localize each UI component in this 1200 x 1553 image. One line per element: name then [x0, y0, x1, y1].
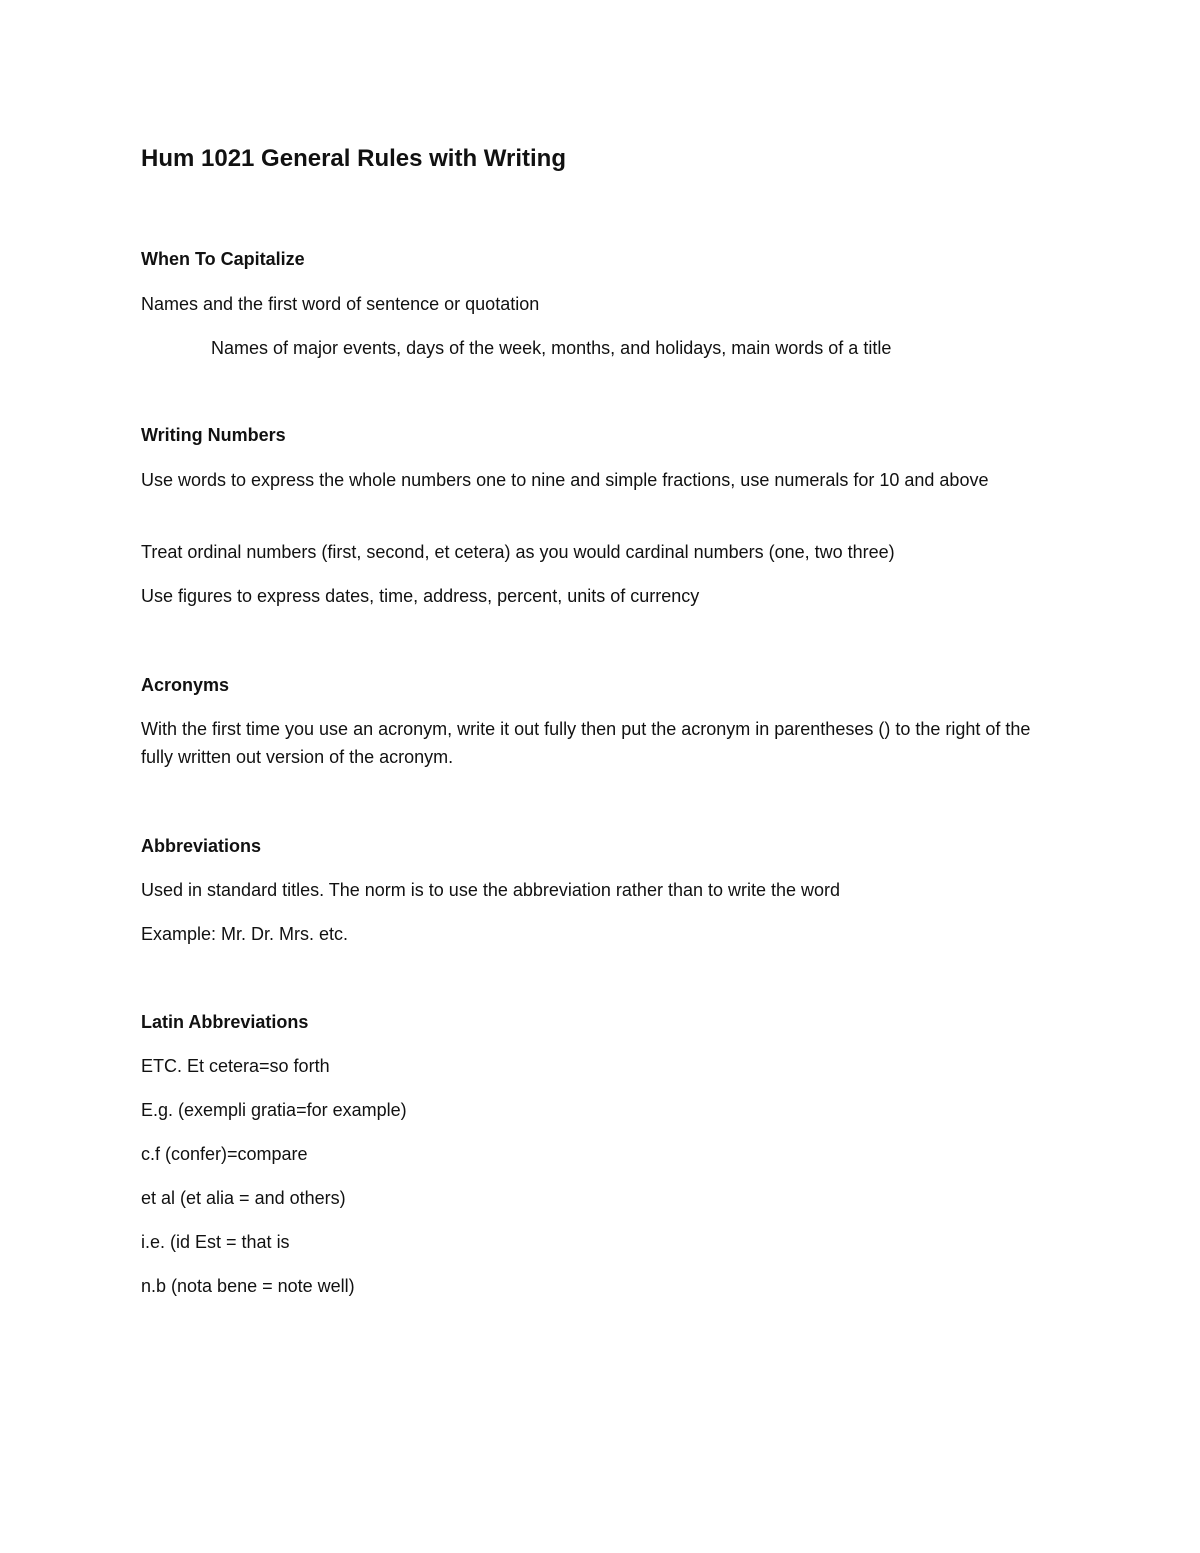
- acronyms-line-1: With the first time you use an acronym, write it out fully then put the acronym in parentheses () to the right of the fully written out version of the acronym.: [141, 719, 1031, 767]
- latin-line-ie: i.e. (id Est = that is: [141, 1232, 290, 1252]
- heading-latin-abbreviations: Latin Abbreviations: [141, 1012, 309, 1032]
- latin-line-et-al: et al (et alia = and others): [141, 1188, 346, 1208]
- capitalize-line-1: Names and the first word of sentence or quotation: [141, 294, 540, 314]
- abbreviations-line-2: Example: Mr. Dr. Mrs. etc.: [141, 924, 349, 944]
- latin-line-nb: n.b (nota bene = note well): [141, 1276, 355, 1296]
- heading-when-to-capitalize: When To Capitalize: [141, 249, 305, 269]
- heading-abbreviations: Abbreviations: [141, 836, 262, 856]
- latin-line-eg: E.g. (exempli gratia=for example): [141, 1100, 407, 1120]
- latin-line-etc: ETC. Et cetera=so forth: [141, 1056, 330, 1076]
- heading-acronyms: Acronyms: [141, 675, 230, 695]
- numbers-line-2: Treat ordinal numbers (first, second, et cetera) as you would cardinal numbers (one, two three): [141, 542, 895, 562]
- capitalize-line-2: Names of major events, days of the week, months, and holidays, main words of a title: [211, 338, 892, 358]
- page-title: Hum 1021 General Rules with Writing: [141, 145, 566, 172]
- abbreviations-line-1: Used in standard titles. The norm is to use the abbreviation rather than to write the word: [141, 880, 841, 900]
- numbers-line-1: Use words to express the whole numbers one to nine and simple fractions, use numerals for 10 and above: [141, 470, 989, 490]
- numbers-line-3: Use figures to express dates, time, address, percent, units of currency: [141, 586, 700, 606]
- latin-line-cf: c.f (confer)=compare: [141, 1144, 308, 1164]
- heading-writing-numbers: Writing Numbers: [141, 425, 286, 445]
